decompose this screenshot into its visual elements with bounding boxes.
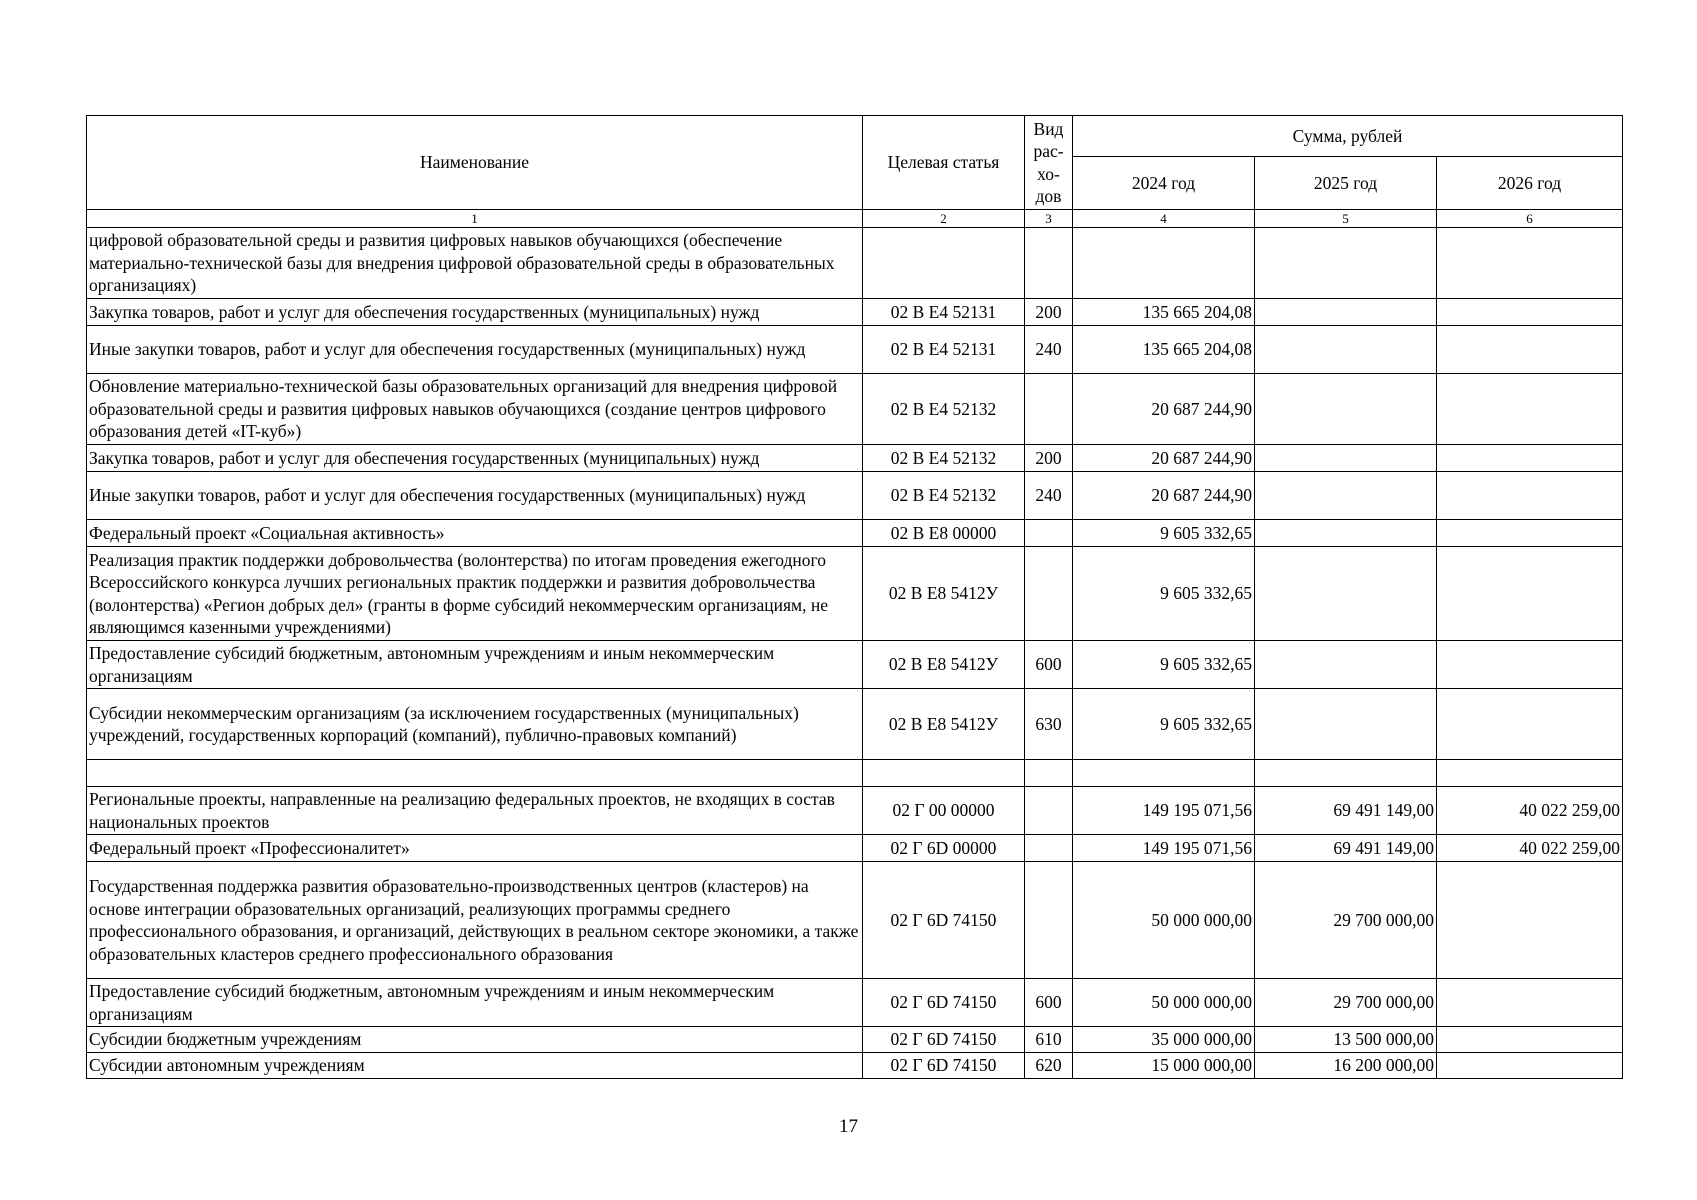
row-target-article: 02 В Е8 5412У bbox=[863, 547, 1025, 641]
row-target-article: 02 Г 6D 00000 bbox=[863, 835, 1025, 862]
row-amount-2025: 69 491 149,00 bbox=[1255, 787, 1437, 835]
row-amount-2025: 13 500 000,00 bbox=[1255, 1027, 1437, 1053]
row-expense-type bbox=[1025, 862, 1073, 979]
row-amount-2025: 16 200 000,00 bbox=[1255, 1053, 1437, 1079]
row-expense-type bbox=[1025, 547, 1073, 641]
row-expense-type bbox=[1025, 520, 1073, 547]
row-target-article: 02 Г 6D 74150 bbox=[863, 862, 1025, 979]
row-name: Федеральный проект «Социальная активность» bbox=[87, 520, 863, 547]
row-amount-2024: 20 687 244,90 bbox=[1073, 472, 1255, 520]
row-amount-2025: 29 700 000,00 bbox=[1255, 979, 1437, 1027]
table-row bbox=[87, 445, 1623, 472]
row-amount-2025: 29 700 000,00 bbox=[1255, 862, 1437, 979]
table-row bbox=[87, 547, 1623, 641]
row-expense-type: 600 bbox=[1025, 979, 1073, 1027]
table-row bbox=[87, 787, 1623, 835]
row-amount-2024 bbox=[1073, 228, 1255, 299]
column-number: 5 bbox=[1255, 210, 1437, 228]
row-name: Обновление материально-технической базы образовательных организаций для внедрения цифровой образовательной среды и развития цифровых навыков обучающихся (создание центров цифрового образования детей «IT-куб») bbox=[87, 374, 863, 445]
row-expense-type: 630 bbox=[1025, 689, 1073, 760]
row-target-article: 02 В Е8 00000 bbox=[863, 520, 1025, 547]
row-target-article: 02 В Е4 52132 bbox=[863, 374, 1025, 445]
row-amount-2025 bbox=[1255, 326, 1437, 374]
row-expense-type bbox=[1025, 760, 1073, 787]
row-expense-type: 240 bbox=[1025, 472, 1073, 520]
table-row bbox=[87, 326, 1623, 374]
row-amount-2024: 35 000 000,00 bbox=[1073, 1027, 1255, 1053]
header-sum-group: Сумма, рублей bbox=[1073, 116, 1623, 157]
row-amount-2025 bbox=[1255, 641, 1437, 689]
row-name: Федеральный проект «Профессионалитет» bbox=[87, 835, 863, 862]
row-amount-2026 bbox=[1437, 862, 1623, 979]
row-name: Иные закупки товаров, работ и услуг для обеспечения государственных (муниципальных) нужд bbox=[87, 472, 863, 520]
row-expense-type: 600 bbox=[1025, 641, 1073, 689]
row-amount-2024: 135 665 204,08 bbox=[1073, 299, 1255, 326]
row-amount-2026 bbox=[1437, 520, 1623, 547]
page-number: 17 bbox=[839, 1116, 858, 1137]
row-amount-2024: 50 000 000,00 bbox=[1073, 862, 1255, 979]
row-target-article bbox=[863, 760, 1025, 787]
row-expense-type bbox=[1025, 835, 1073, 862]
row-amount-2024: 9 605 332,65 bbox=[1073, 641, 1255, 689]
row-amount-2026 bbox=[1437, 445, 1623, 472]
row-amount-2025 bbox=[1255, 445, 1437, 472]
column-number: 1 bbox=[87, 210, 863, 228]
table-row bbox=[87, 979, 1623, 1027]
row-amount-2026 bbox=[1437, 472, 1623, 520]
row-amount-2025 bbox=[1255, 299, 1437, 326]
row-amount-2026 bbox=[1437, 228, 1623, 299]
table-row bbox=[87, 1053, 1623, 1079]
row-target-article bbox=[863, 228, 1025, 299]
row-expense-type: 610 bbox=[1025, 1027, 1073, 1053]
table-row bbox=[87, 1027, 1623, 1053]
budget-table bbox=[86, 115, 1623, 1079]
column-number: 3 bbox=[1025, 210, 1073, 228]
row-amount-2024: 149 195 071,56 bbox=[1073, 787, 1255, 835]
row-name: Субсидии бюджетным учреждениям bbox=[87, 1027, 863, 1053]
row-amount-2024: 50 000 000,00 bbox=[1073, 979, 1255, 1027]
row-name: Иные закупки товаров, работ и услуг для обеспечения государственных (муниципальных) нужд bbox=[87, 326, 863, 374]
row-amount-2024: 135 665 204,08 bbox=[1073, 326, 1255, 374]
row-amount-2026 bbox=[1437, 547, 1623, 641]
row-amount-2024: 149 195 071,56 bbox=[1073, 835, 1255, 862]
row-target-article: 02 В Е4 52131 bbox=[863, 299, 1025, 326]
row-name: Предоставление субсидий бюджетным, автономным учреждениям и иным некоммерческим организациям bbox=[87, 641, 863, 689]
table-row bbox=[87, 641, 1623, 689]
row-amount-2026 bbox=[1437, 299, 1623, 326]
row-amount-2026 bbox=[1437, 760, 1623, 787]
row-name: цифровой образовательной среды и развития цифровых навыков обучающихся (обеспечение материально-технической базы для внедрения цифровой образовательной среды в образовательных организациях) bbox=[87, 228, 863, 299]
row-amount-2024 bbox=[1073, 760, 1255, 787]
row-amount-2026: 40 022 259,00 bbox=[1437, 835, 1623, 862]
column-number: 2 bbox=[863, 210, 1025, 228]
table-row bbox=[87, 228, 1623, 299]
row-name bbox=[87, 760, 863, 787]
row-amount-2026 bbox=[1437, 326, 1623, 374]
row-amount-2025 bbox=[1255, 760, 1437, 787]
row-expense-type bbox=[1025, 374, 1073, 445]
row-amount-2026 bbox=[1437, 1053, 1623, 1079]
row-amount-2025 bbox=[1255, 374, 1437, 445]
row-amount-2024: 15 000 000,00 bbox=[1073, 1053, 1255, 1079]
row-name: Предоставление субсидий бюджетным, автономным учреждениям и иным некоммерческим организациям bbox=[87, 979, 863, 1027]
table-row bbox=[87, 835, 1623, 862]
header-year-2024: 2024 год bbox=[1073, 157, 1255, 210]
header-expense-type: Вид рас-хо-дов bbox=[1025, 116, 1073, 210]
row-amount-2026 bbox=[1437, 689, 1623, 760]
header-name: Наименование bbox=[87, 116, 863, 210]
row-amount-2025: 69 491 149,00 bbox=[1255, 835, 1437, 862]
row-amount-2025 bbox=[1255, 520, 1437, 547]
row-amount-2025 bbox=[1255, 689, 1437, 760]
row-name: Региональные проекты, направленные на реализацию федеральных проектов, не входящих в состав национальных проектов bbox=[87, 787, 863, 835]
row-amount-2025 bbox=[1255, 472, 1437, 520]
row-target-article: 02 Г 00 00000 bbox=[863, 787, 1025, 835]
table-row bbox=[87, 472, 1623, 520]
row-target-article: 02 В Е4 52132 bbox=[863, 472, 1025, 520]
row-expense-type bbox=[1025, 787, 1073, 835]
row-expense-type: 620 bbox=[1025, 1053, 1073, 1079]
row-target-article: 02 В Е8 5412У bbox=[863, 689, 1025, 760]
row-name: Государственная поддержка развития образовательно-производственных центров (кластеров) на основе интеграции образовательных организаций, реализующих программы среднего профессионального образования, и организаций, действующих в реальном секторе экономики, а также образовательных кластеров среднего профессионального образования bbox=[87, 862, 863, 979]
row-target-article: 02 В Е8 5412У bbox=[863, 641, 1025, 689]
column-number: 4 bbox=[1073, 210, 1255, 228]
row-amount-2026 bbox=[1437, 979, 1623, 1027]
row-amount-2024: 20 687 244,90 bbox=[1073, 445, 1255, 472]
row-amount-2024: 9 605 332,65 bbox=[1073, 689, 1255, 760]
row-amount-2025 bbox=[1255, 547, 1437, 641]
row-target-article: 02 Г 6D 74150 bbox=[863, 1027, 1025, 1053]
header-year-2026: 2026 год bbox=[1437, 157, 1623, 210]
row-name: Закупка товаров, работ и услуг для обеспечения государственных (муниципальных) нужд bbox=[87, 445, 863, 472]
row-amount-2026: 40 022 259,00 bbox=[1437, 787, 1623, 835]
header-year-2025: 2025 год bbox=[1255, 157, 1437, 210]
table-row bbox=[87, 689, 1623, 760]
row-name: Субсидии некоммерческим организациям (за исключением государственных (муниципальных) учреждений, государственных корпораций (компаний), публично-правовых компаний) bbox=[87, 689, 863, 760]
table-row bbox=[87, 374, 1623, 445]
row-name: Закупка товаров, работ и услуг для обеспечения государственных (муниципальных) нужд bbox=[87, 299, 863, 326]
row-name: Реализация практик поддержки добровольчества (волонтерства) по итогам проведения ежегодного Всероссийского конкурса лучших региональных практик поддержки и развития добровольчества (волонтерства) «Регион добрых дел» (гранты в форме субсидий некоммерческим организациям, не являющимся казенными учреждениями) bbox=[87, 547, 863, 641]
row-expense-type: 240 bbox=[1025, 326, 1073, 374]
row-amount-2024: 9 605 332,65 bbox=[1073, 547, 1255, 641]
row-name: Субсидии автономным учреждениям bbox=[87, 1053, 863, 1079]
row-expense-type bbox=[1025, 228, 1073, 299]
row-amount-2026 bbox=[1437, 374, 1623, 445]
row-target-article: 02 Г 6D 74150 bbox=[863, 1053, 1025, 1079]
table-row bbox=[87, 520, 1623, 547]
row-amount-2024: 9 605 332,65 bbox=[1073, 520, 1255, 547]
row-target-article: 02 В Е4 52132 bbox=[863, 445, 1025, 472]
row-amount-2025 bbox=[1255, 228, 1437, 299]
row-amount-2024: 20 687 244,90 bbox=[1073, 374, 1255, 445]
row-amount-2026 bbox=[1437, 1027, 1623, 1053]
table-row bbox=[87, 299, 1623, 326]
header-target-article: Целевая статья bbox=[863, 116, 1025, 210]
row-expense-type: 200 bbox=[1025, 299, 1073, 326]
table-row bbox=[87, 760, 1623, 787]
column-number: 6 bbox=[1437, 210, 1623, 228]
row-expense-type: 200 bbox=[1025, 445, 1073, 472]
row-target-article: 02 В Е4 52131 bbox=[863, 326, 1025, 374]
row-amount-2026 bbox=[1437, 641, 1623, 689]
table-row bbox=[87, 862, 1623, 979]
row-target-article: 02 Г 6D 74150 bbox=[863, 979, 1025, 1027]
